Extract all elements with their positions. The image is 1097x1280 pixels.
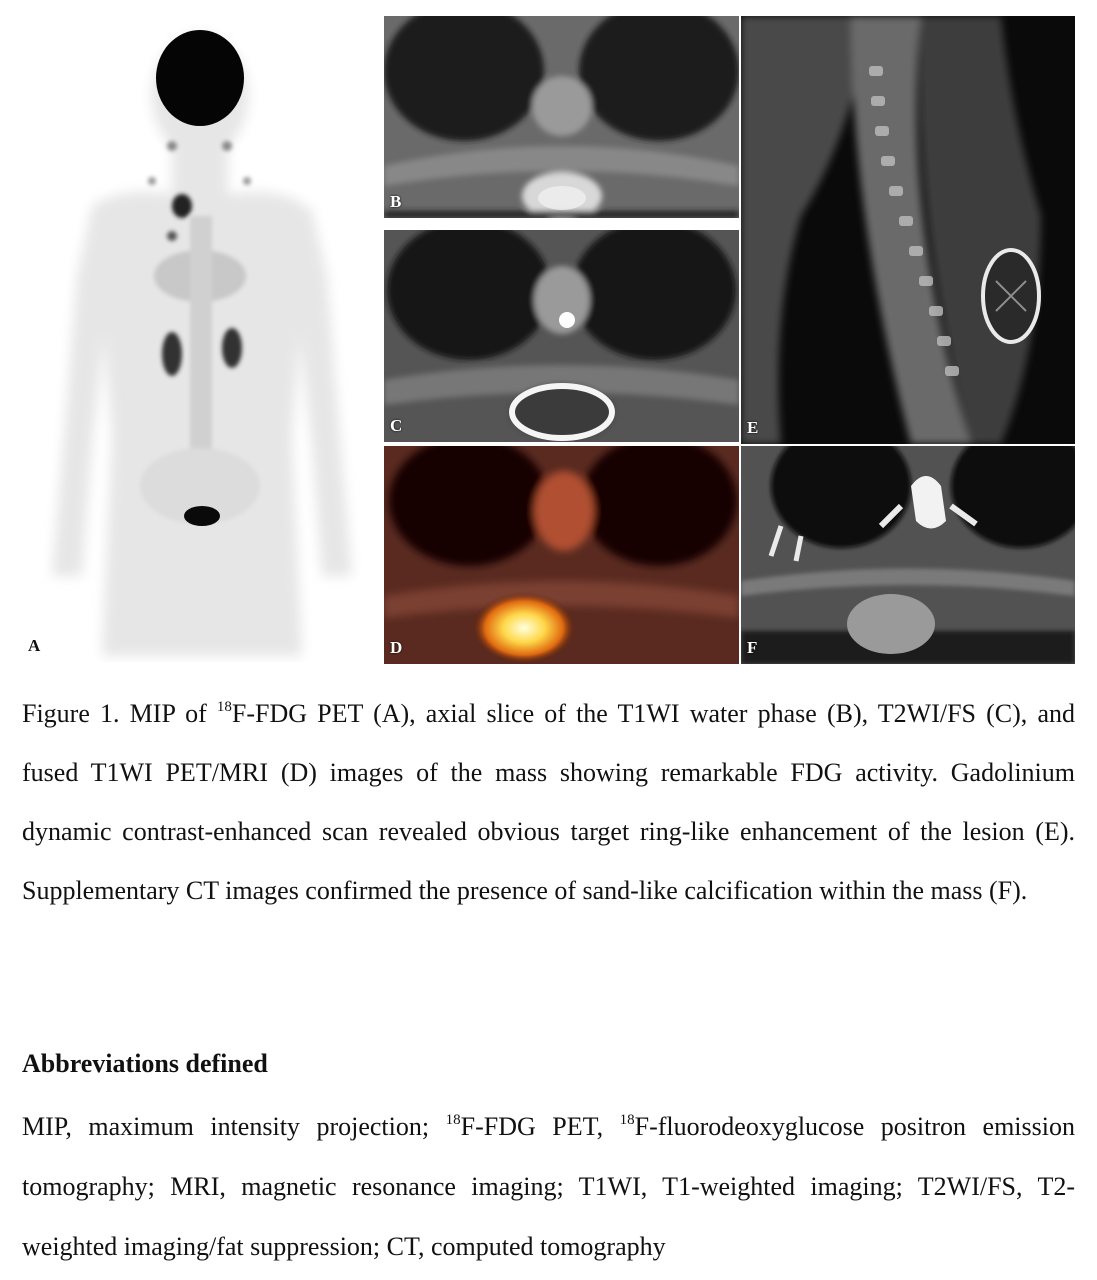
t2wi-fs-image — [384, 230, 739, 442]
fused-pet-mri-image — [384, 446, 739, 664]
panel-label-b: B — [390, 192, 402, 211]
panel-f-ct — [741, 446, 1075, 664]
abbreviations-superscript-2: 18 — [619, 1112, 635, 1128]
panel-d-fused-pet-mri — [384, 446, 739, 664]
abbreviations-text — [22, 1097, 1075, 1277]
caption-text: F-FDG PET (A), axial slice of the T1WI water phase (B), T2WI/FS (C), and fused T1WI PET/MRI (D) images of the mass showing remarkable FDG activity. Gadolinium dynamic contrast-enhanced scan revealed obvious target ring-like enhancement of the lesion (E). Supplementary CT images confirmed the presence of sand-like calcification within the mass (F). — [22, 699, 1075, 905]
panel-label-f: F — [747, 638, 758, 657]
panel-label-a: A — [28, 636, 41, 655]
panel-a-mip-pet — [22, 16, 380, 662]
caption-superscript: 18 — [216, 699, 232, 715]
caption-prefix: Figure 1. MIP of — [22, 699, 217, 728]
abbreviations-heading: Abbreviations defined — [22, 1049, 268, 1078]
mip-body-image — [22, 16, 380, 662]
ct-axial-image — [741, 446, 1075, 664]
panel-label-d: D — [390, 638, 403, 657]
panel-label-e: E — [747, 418, 759, 437]
abbreviations-part-3: F-fluorodeoxyglucose positron emission tomography; MRI, magnetic resonance imaging; T1WI, T1-weighted imaging; T2WI/FS, T2-weighted imaging/fat suppression; CT, computed tomography — [22, 1112, 1075, 1261]
panel-label-c: C — [390, 416, 403, 435]
contrast-mri-sagittal-image — [741, 16, 1075, 444]
abbreviations-superscript-1: 18 — [445, 1112, 461, 1128]
abbreviations-part-2: F-FDG PET, — [460, 1112, 620, 1141]
panel-c-t2wi-fs — [384, 230, 739, 442]
figure-caption — [22, 684, 1075, 920]
t1wi-axial-image — [384, 16, 739, 218]
panel-e-contrast-mri — [741, 16, 1075, 444]
abbreviations-part-1: MIP, maximum intensity projection; — [22, 1112, 446, 1141]
panel-b-t1wi-axial — [384, 16, 739, 218]
